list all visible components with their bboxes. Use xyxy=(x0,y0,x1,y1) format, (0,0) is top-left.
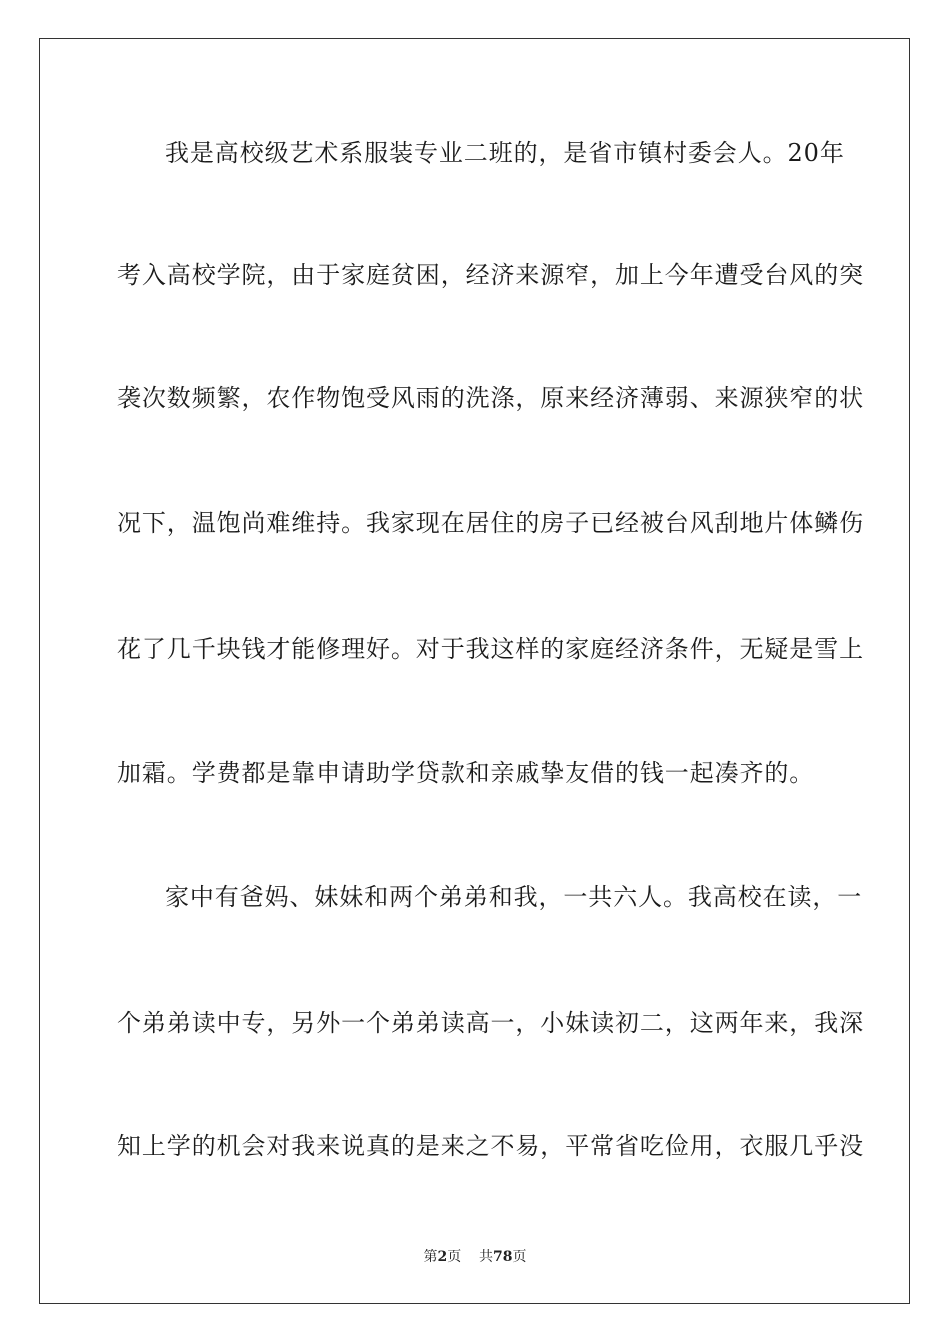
page-footer xyxy=(0,1248,950,1266)
paragraph-1-line-3: 袭次数频繁，农作物饱受风雨的洗涤，原来经济薄弱、来源狭窄的状 xyxy=(117,384,864,412)
paragraph-1-line-2: 考入高校学院，由于家庭贫困，经济来源窄，加上今年遭受台风的突 xyxy=(117,261,864,289)
paragraph-1-line-6: 加霜。学费都是靠申请助学贷款和亲戚挚友借的钱一起凑齐的。 xyxy=(117,759,815,787)
page-border xyxy=(39,38,910,1304)
footer-total-suffix: 页 xyxy=(512,1249,527,1265)
footer-current-page: 2 xyxy=(437,1249,448,1265)
footer-total-prefix: 共 xyxy=(479,1249,494,1265)
paragraph-1-line-1: 我是高校级艺术系服装专业二班的，是省市镇村委会人。20年 xyxy=(165,139,845,167)
paragraph-2-line-2: 个弟弟读中专，另外一个弟弟读高一，小妹读初二，这两年来，我深 xyxy=(117,1009,864,1037)
footer-page-suffix: 页 xyxy=(447,1249,462,1265)
paragraph-1-line-4: 况下，温饱尚难维持。我家现在居住的房子已经被台风刮地片体鳞伤 xyxy=(117,509,864,537)
footer-page-prefix: 第 xyxy=(423,1249,438,1265)
footer-total-pages: 78 xyxy=(493,1249,513,1265)
paragraph-2-line-1: 家中有爸妈、妹妹和两个弟弟和我，一共六人。我高校在读，一 xyxy=(165,883,863,911)
paragraph-1-line-5: 花了几千块钱才能修理好。对于我这样的家庭经济条件，无疑是雪上 xyxy=(117,635,864,663)
paragraph-2-line-3: 知上学的机会对我来说真的是来之不易，平常省吃俭用，衣服几乎没 xyxy=(117,1132,864,1160)
